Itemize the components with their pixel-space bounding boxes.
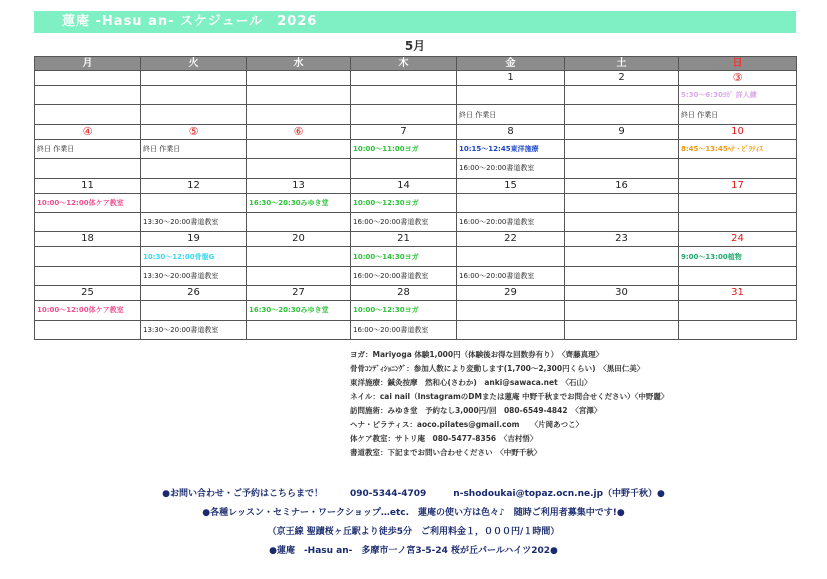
weekday-sun: 日 (679, 57, 797, 71)
event-cell (247, 105, 351, 124)
week-5-events-1 (35, 301, 797, 320)
date-cell: 1 (457, 71, 565, 86)
event-cell: 9:00〜13:00植物 (679, 247, 797, 266)
date-cell: 7 (351, 124, 457, 139)
event-cell (247, 266, 351, 285)
weekday-wed: 水 (247, 57, 351, 71)
date-cell-holiday: ④ (35, 124, 141, 139)
event-cell (141, 159, 247, 178)
info-line-bodycare: 体ケア教室：サトリ庵 080-5477-8356 〈吉村悟〉 (350, 434, 538, 443)
event-cell: 10:00〜12:00体ケア教室 (35, 193, 141, 212)
date-cell (247, 71, 351, 86)
date-cell: 10 (679, 124, 797, 139)
event-cell (141, 301, 247, 320)
access-line: （京王線 聖蹟桜ヶ丘駅より徒歩5分 ご利用料金１，０００円/１時間） (267, 527, 560, 537)
event-cell (351, 105, 457, 124)
event-cell: 13:30〜20:00書道教室 (141, 266, 247, 285)
address-line: ●蓮庵 -Hasu an- 多摩市一ノ宮3-5-24 桜が丘パールハイツ202● (269, 546, 558, 556)
event-cell: 終日 作業日 (679, 105, 797, 124)
weekday-thu: 木 (351, 57, 457, 71)
week-4-dates (35, 232, 797, 247)
event-cell (679, 266, 797, 285)
event-cell: 終日 作業日 (141, 139, 247, 158)
event-cell (679, 159, 797, 178)
date-cell: 30 (565, 286, 679, 301)
weekday-header-row (35, 57, 797, 71)
date-cell (35, 71, 141, 86)
event-cell: 10:00〜12:00体ケア教室 (35, 301, 141, 320)
info-line-pilates: ヘナ・ピラティス：aoco.pilates@gmail.com 〈片岡あつこ〉 (350, 420, 584, 429)
event-cell (565, 301, 679, 320)
date-cell: 26 (141, 286, 247, 301)
event-cell (35, 212, 141, 231)
week-4-events-2 (35, 266, 797, 285)
week-1-dates (35, 71, 797, 86)
event-cell: 13:30〜20:00書道教室 (141, 212, 247, 231)
event-cell (247, 247, 351, 266)
event-cell: 16:00〜20:00書道教室 (457, 159, 565, 178)
date-cell: 22 (457, 232, 565, 247)
event-cell (679, 212, 797, 231)
info-line-yoga: ヨガ：Mariyoga 体験1,000円（体験後お得な回数券有り） 〈齊藤真理〉 (350, 350, 604, 359)
event-cell (457, 86, 565, 105)
date-cell (351, 71, 457, 86)
event-cell: 10:00〜11:00ヨガ (351, 139, 457, 158)
event-cell (35, 86, 141, 105)
calendar-table (34, 56, 797, 340)
event-cell (565, 212, 679, 231)
date-cell: 27 (247, 286, 351, 301)
event-cell: 16:00〜20:00書道教室 (351, 212, 457, 231)
date-cell: 21 (351, 232, 457, 247)
weekday-tue: 火 (141, 57, 247, 71)
event-cell (141, 105, 247, 124)
event-cell: 10:15〜12:45東洋施療 (457, 139, 565, 158)
date-cell: 19 (141, 232, 247, 247)
date-cell: 29 (457, 286, 565, 301)
date-cell: 2 (565, 71, 679, 86)
event-cell (565, 247, 679, 266)
event-cell (247, 159, 351, 178)
event-cell (565, 320, 679, 339)
info-line-oriental: 東洋施療：鍼灸按摩 然和心(さわか) anki@sawaca.net 〈石山〉 (350, 378, 592, 387)
event-cell (141, 193, 247, 212)
instructor-info (350, 348, 810, 460)
event-cell (679, 320, 797, 339)
week-2-events-1 (35, 139, 797, 158)
recruit-line: ●各種レッスン・セミナー・ワークショップ…etc. 蓮庵の使い方は色々♪ 随時ご利用者募集中です!● (202, 508, 625, 518)
event-cell (35, 320, 141, 339)
event-cell (247, 86, 351, 105)
date-cell: 20 (247, 232, 351, 247)
weekday-sat: 土 (565, 57, 679, 71)
event-cell (457, 193, 565, 212)
event-cell: 10:00〜14:30ヨガ (351, 247, 457, 266)
date-cell: 11 (35, 178, 141, 193)
event-cell: 終日 作業日 (457, 105, 565, 124)
event-cell (565, 266, 679, 285)
event-cell (35, 159, 141, 178)
week-2-events-2 (35, 159, 797, 178)
event-cell: 10:00〜12:30ヨガ (351, 193, 457, 212)
info-line-nail: ネイル：cai nail（InstagramのDMまたは蓮庵 中野千秋までお問合せください）〈中野麗〉 (350, 392, 669, 401)
event-cell (457, 301, 565, 320)
event-cell (565, 86, 679, 105)
event-cell (351, 86, 457, 105)
event-cell: 10:30〜12:00骨盤G (141, 247, 247, 266)
event-cell (565, 159, 679, 178)
week-3-events-2 (35, 212, 797, 231)
date-cell: 13 (247, 178, 351, 193)
info-line-visit: 訪問施術：みゆき堂 予約なし3,000円/回 080-6549-4842 〈宮澤〉 (350, 406, 602, 415)
event-cell: 13:30〜20:00書道教室 (141, 320, 247, 339)
event-cell: 終日 作業日 (35, 139, 141, 158)
event-cell: 16:00〜20:00書道教室 (457, 266, 565, 285)
date-cell: 17 (679, 178, 797, 193)
event-cell (679, 301, 797, 320)
date-cell: 14 (351, 178, 457, 193)
date-cell: 28 (351, 286, 457, 301)
event-cell (565, 139, 679, 158)
page-title: 蓮庵 -Hasu an- スケジュール 2026 (34, 11, 796, 33)
date-cell-holiday: ⑤ (141, 124, 247, 139)
date-cell: 18 (35, 232, 141, 247)
event-cell (679, 193, 797, 212)
event-cell (247, 139, 351, 158)
event-cell: 5:30〜6:30ﾖｶﾞ 詳人練 (679, 86, 797, 105)
week-3-events-1 (35, 193, 797, 212)
date-cell: 31 (679, 286, 797, 301)
weekday-mon: 月 (35, 57, 141, 71)
date-cell: 24 (679, 232, 797, 247)
event-cell (35, 105, 141, 124)
event-cell: 8:45〜13:45ﾍﾅ・ﾋﾟﾗﾃｨｽ (679, 139, 797, 158)
week-1-events-2 (35, 105, 797, 124)
event-cell (457, 247, 565, 266)
week-2-dates (35, 124, 797, 139)
contact-line: ●お問い合わせ・ご予約はこちらまで！ 090-5344-4709 n-shodoukai@topaz.ocn.ne.jp（中野千秋）● (162, 489, 665, 499)
date-cell-holiday: ⑥ (247, 124, 351, 139)
event-cell (351, 159, 457, 178)
date-cell: 12 (141, 178, 247, 193)
event-cell: 16:00〜20:00書道教室 (351, 266, 457, 285)
date-cell-holiday: ③ (679, 71, 797, 86)
date-cell: 8 (457, 124, 565, 139)
date-cell: 9 (565, 124, 679, 139)
event-cell (565, 193, 679, 212)
event-cell (141, 86, 247, 105)
event-cell (35, 247, 141, 266)
event-cell: 10:00〜12:30ヨガ (351, 301, 457, 320)
event-cell (565, 105, 679, 124)
event-cell (35, 266, 141, 285)
event-cell (247, 212, 351, 231)
date-cell: 23 (565, 232, 679, 247)
event-cell: 16:30〜20:30みゆき堂 (247, 193, 351, 212)
info-line-conditioning: 骨骨ｺﾝﾃﾞｨｼｮﾆﾝｸﾞ：参加人数により変動します(1,700〜2,300円くらい) 〈黒田仁美〉 (350, 364, 645, 373)
date-cell: 16 (565, 178, 679, 193)
date-cell: 15 (457, 178, 565, 193)
date-cell: 25 (35, 286, 141, 301)
week-1-events-1 (35, 86, 797, 105)
week-3-dates (35, 178, 797, 193)
event-cell: 16:00〜20:00書道教室 (351, 320, 457, 339)
month-label: 5月 (404, 39, 426, 53)
week-4-events-1 (35, 247, 797, 266)
info-line-calligraphy: 書道教室：下記までお問い合わせください 〈中野千秋〉 (350, 448, 542, 457)
event-cell: 16:00〜20:00書道教室 (457, 212, 565, 231)
week-5-dates (35, 286, 797, 301)
week-5-events-2 (35, 320, 797, 339)
event-cell (457, 320, 565, 339)
weekday-fri: 金 (457, 57, 565, 71)
event-cell: 16:30〜20:30みゆき堂 (247, 301, 351, 320)
event-cell (247, 320, 351, 339)
date-cell (141, 71, 247, 86)
